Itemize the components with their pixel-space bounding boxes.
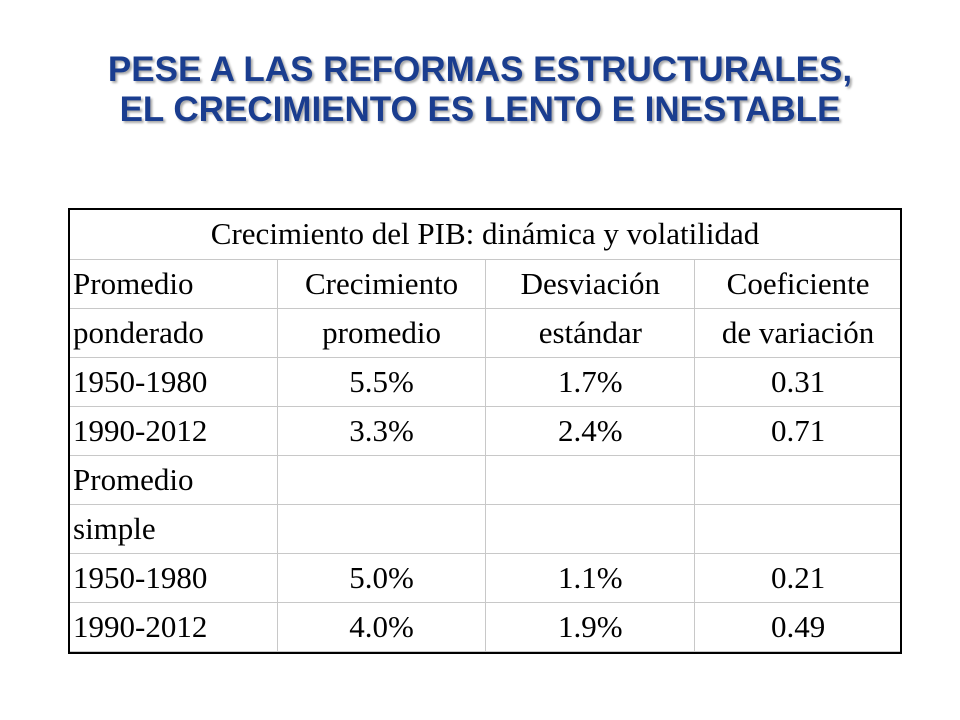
period-cell: 1990-2012 — [69, 407, 278, 456]
std-dev-cell: 1.9% — [486, 603, 695, 652]
growth-cell: 5.0% — [277, 554, 486, 603]
coef-variation-cell: 0.31 — [695, 358, 902, 407]
period-cell: 1950-1980 — [69, 358, 278, 407]
empty-cell — [486, 456, 695, 505]
header-cell: promedio — [277, 309, 486, 358]
header-cell: estándar — [486, 309, 695, 358]
section-label-cell: Promedio — [69, 456, 278, 505]
growth-cell: 5.5% — [277, 358, 486, 407]
header-cell: Coeficiente — [695, 260, 902, 309]
empty-cell — [277, 505, 486, 554]
header-cell: Desviación — [486, 260, 695, 309]
table-row — [69, 358, 902, 407]
coef-variation-cell: 0.71 — [695, 407, 902, 456]
header-cell: de variación — [695, 309, 902, 358]
table-caption: Crecimiento del PIB: dinámica y volatilidad — [69, 209, 902, 260]
table-caption-row — [69, 209, 902, 260]
section-label-cell: simple — [69, 505, 278, 554]
table-row — [69, 554, 902, 603]
header-cell: Promedio — [69, 260, 278, 309]
table-row — [69, 603, 902, 652]
header-cell: Crecimiento — [277, 260, 486, 309]
std-dev-cell: 2.4% — [486, 407, 695, 456]
empty-cell — [486, 505, 695, 554]
table-header-row — [69, 260, 902, 309]
table-section-row — [69, 456, 902, 505]
std-dev-cell: 1.7% — [486, 358, 695, 407]
growth-cell: 4.0% — [277, 603, 486, 652]
slide-title-line-1: PESE A LAS REFORMAS ESTRUCTURALES, — [107, 50, 853, 89]
header-cell: ponderado — [69, 309, 278, 358]
slide-title-line-2: EL CRECIMIENTO ES LENTO E INESTABLE — [119, 90, 841, 129]
period-cell: 1990-2012 — [69, 603, 278, 652]
std-dev-cell: 1.1% — [486, 554, 695, 603]
table-header-row — [69, 309, 902, 358]
table-row — [69, 407, 902, 456]
period-cell: 1950-1980 — [69, 554, 278, 603]
gdp-growth-table — [68, 208, 902, 652]
coef-variation-cell: 0.21 — [695, 554, 902, 603]
empty-cell — [695, 456, 902, 505]
slide-title — [0, 50, 960, 130]
coef-variation-cell: 0.49 — [695, 603, 902, 652]
empty-cell — [695, 505, 902, 554]
empty-cell — [277, 456, 486, 505]
growth-cell: 3.3% — [277, 407, 486, 456]
table-section-row — [69, 505, 902, 554]
